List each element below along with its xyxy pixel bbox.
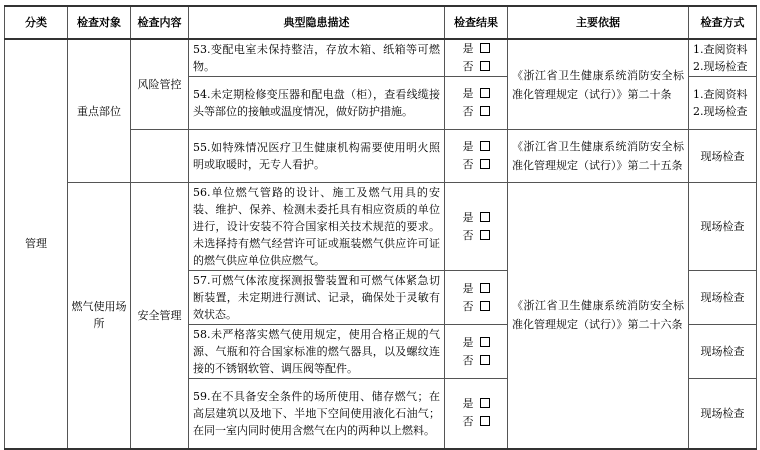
hazard-description-56: 56.单位燃气管路的设计、施工及燃气用具的安装、维护、保养、检测未委托具有相应资质的单位进行，设计安装不符合国家相关技术规范的要求。未选择持有燃气经营许可证或瓶装燃气供应许可证的燃气供应单位供应燃气。 [189, 183, 445, 271]
hazard-description-59: 59.在不具备安全条件的场所使用、储存燃气；在高层建筑以及地下、半地下空间使用液化石油气；在同一室内同时使用含燃气在内的两种以上燃料。 [189, 379, 445, 449]
object-gas-use-site: 燃气使用场所 [68, 183, 131, 449]
result-cell-56 [445, 183, 508, 271]
method-site-check: 2.现场检查 [693, 60, 748, 73]
header-basis: 主要依据 [508, 6, 689, 39]
header-result: 检查结果 [445, 6, 508, 39]
yes-checkbox[interactable] [480, 283, 490, 293]
method-site-check: 2.现场检查 [693, 105, 748, 118]
table-header-row [5, 6, 757, 39]
result-no-label: 否 [462, 353, 474, 367]
result-yes-label: 是 [462, 210, 474, 224]
basis-article-26: 《浙江省卫生健康系统消防安全标准化管理规定（试行）》第二十六条 [508, 183, 689, 449]
header-category: 分类 [5, 6, 68, 39]
method-site-check-56: 现场检查 [689, 183, 757, 271]
header-content: 检查内容 [131, 6, 189, 39]
result-yes-label: 是 [462, 42, 474, 55]
method-cell-54 [689, 77, 757, 130]
yes-checkbox[interactable] [480, 141, 490, 151]
header-description: 典型隐患描述 [189, 6, 445, 39]
header-method: 检查方式 [689, 6, 757, 39]
content-risk-control: 风险管控 [131, 39, 189, 130]
content-risk-control-empty [131, 130, 189, 183]
result-cell-54 [445, 77, 508, 130]
no-checkbox[interactable] [480, 230, 490, 240]
no-checkbox[interactable] [480, 159, 490, 169]
result-yes-label: 是 [462, 335, 474, 349]
result-yes-label: 是 [462, 397, 474, 411]
method-site-check-59: 现场检查 [689, 379, 757, 449]
method-site-check-57: 现场检查 [689, 271, 757, 325]
result-no-label: 否 [462, 415, 474, 429]
no-checkbox[interactable] [480, 301, 490, 311]
content-safety-management: 安全管理 [131, 183, 189, 449]
hazard-description-58: 58.未严格落实燃气使用规定，使用合格正规的气源、气瓶和符合国家标准的燃气器具，以及螺纹连接的不锈钢软管、调压阀等配件。 [189, 325, 445, 379]
no-checkbox[interactable] [480, 106, 490, 116]
result-yes-label: 是 [462, 87, 474, 100]
no-checkbox[interactable] [480, 61, 490, 71]
result-no-label: 否 [462, 105, 474, 118]
basis-article-25: 《浙江省卫生健康系统消防安全标准化管理规定（试行）》第二十五条 [508, 130, 689, 183]
method-cell-53 [689, 39, 757, 77]
hazard-description-53: 53.变配电室未保持整洁，存放木箱、纸箱等可燃物。 [189, 39, 445, 77]
result-no-label: 否 [462, 158, 474, 171]
hazard-description-55: 55.如特殊情况医疗卫生健康机构需要使用明火照明或取暖时，无专人看护。 [189, 130, 445, 183]
table-row [5, 183, 757, 271]
result-cell-53 [445, 39, 508, 77]
result-yes-label: 是 [462, 281, 474, 295]
result-yes-label: 是 [462, 140, 474, 153]
result-no-label: 否 [462, 228, 474, 242]
result-cell-58 [445, 325, 508, 379]
yes-checkbox[interactable] [480, 43, 490, 53]
basis-article-20: 《浙江省卫生健康系统消防安全标准化管理规定（试行）》第二十条 [508, 39, 689, 130]
method-review-docs: 1.查阅资料 [693, 43, 748, 56]
category-cell: 管理 [5, 39, 68, 449]
inspection-table [4, 5, 757, 450]
result-cell-55 [445, 130, 508, 183]
method-review-docs: 1.查阅资料 [693, 88, 748, 101]
method-site-check-58: 现场检查 [689, 325, 757, 379]
yes-checkbox[interactable] [480, 212, 490, 222]
result-cell-59 [445, 379, 508, 449]
hazard-description-57: 57.可燃气体浓度探测报警装置和可燃气体紧急切断装置，未定期进行测试、记录，确保处于灵敏有效状态。 [189, 271, 445, 325]
yes-checkbox[interactable] [480, 398, 490, 408]
result-cell-57 [445, 271, 508, 325]
method-site-check-55: 现场检查 [689, 130, 757, 183]
table-row [5, 39, 757, 77]
header-object: 检查对象 [68, 6, 131, 39]
no-checkbox[interactable] [480, 416, 490, 426]
yes-checkbox[interactable] [480, 88, 490, 98]
result-no-label: 否 [462, 299, 474, 313]
result-no-label: 否 [462, 60, 474, 73]
object-key-location: 重点部位 [68, 39, 131, 183]
no-checkbox[interactable] [480, 355, 490, 365]
yes-checkbox[interactable] [480, 337, 490, 347]
hazard-description-54: 54.未定期检修变压器和配电盘（柜），查看线缆接头等部位的接触或温度情况，做好防护措施。 [189, 77, 445, 130]
